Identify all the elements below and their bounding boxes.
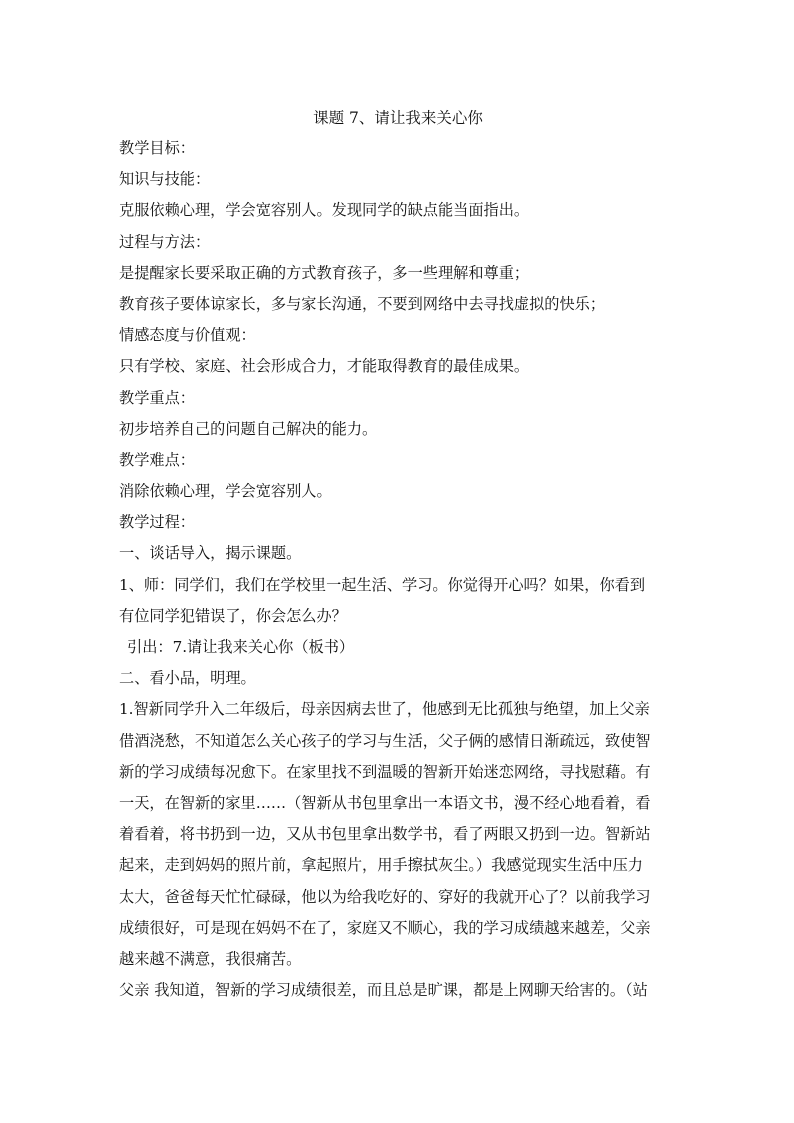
page-title: 课题 7、请让我来关心你 [313,109,483,127]
paragraph-line: 一天，在智新的家里……（智新从书包里拿出一本语文书，漫不经心地看着，看 [119,793,651,812]
paragraph-line: 着看着，将书扔到一边，又从书包里拿出数学书，看了两眼又扔到一边。智新站 [119,825,651,844]
paragraph-line: 起来，走到妈妈的照片前，拿起照片，用手擦拭灰尘。）我感觉现实生活中压力 [119,856,643,875]
section-heading-difficulties: 教学难点： [119,450,195,469]
paragraph-line: 成绩很好，可是现在妈妈不在了，家庭又不顺心，我的学习成绩越来越差，父亲 [119,918,651,937]
subheading-knowledge-skills: 知识与技能： [119,170,211,189]
section-heading-objectives: 教学目标： [119,139,195,157]
paragraph-line: 父亲 我知道，智新的学习成绩很差，而且总是旷课，都是上网聊天给害的。（站 [119,981,648,1000]
paragraph-line: 太大，爸爸每天忙忙碌碌，他以为给我吃好的、穿好的我就开心了？以前我学习 [119,887,651,906]
paragraph-line: 有位同学犯错误了，你会怎么办？ [119,606,347,625]
paragraph-line: 克服依赖心理，学会宽容别人。发现同学的缺点能当面指出。 [119,201,530,220]
step-heading-skit: 二、看小品，明理。 [119,669,256,688]
paragraph-line: 借酒浇愁，不知道怎么关心孩子的学习与生活，父子俩的感情日渐疏远，致使智 [119,731,651,750]
paragraph-line: 是提醒家长要采取正确的方式教育孩子，多一些理解和尊重； [119,263,530,282]
document-body [119,103,677,1006]
paragraph-line: 1、师：同学们，我们在学校里一起生活、学习。你觉得开心吗？如果，你看到 [119,575,646,594]
subheading-attitude-values: 情感态度与价值观： [119,326,256,345]
paragraph-line: 消除依赖心理，学会宽容别人。 [119,482,332,501]
subheading-process-method: 过程与方法： [119,232,211,251]
section-heading-process: 教学过程： [119,513,195,532]
paragraph-line: 引出：7.请让我来关心你（板书） [127,638,355,656]
step-heading-intro: 一、谈话导入，揭示课题。 [119,544,302,563]
paragraph-line: 1.智新同学升入二年级后，母亲因病去世了，他感到无比孤独与绝望，加上父亲 [119,700,650,719]
paragraph-line: 越来越不满意，我很痛苦。 [119,949,302,968]
paragraph-line: 只有学校、家庭、社会形成合力，才能取得教育的最佳成果。 [119,357,530,376]
paragraph-line: 教育孩子要体谅家长，多与家长沟通，不要到网络中去寻找虚拟的快乐； [119,294,605,313]
section-heading-key-points: 教学重点： [119,388,195,407]
paragraph-line: 初步培养自己的问题自己解决的能力。 [119,419,378,438]
paragraph-line: 新的学习成绩每况愈下。在家里找不到温暖的智新开始迷恋网络，寻找慰藉。有 [119,762,651,781]
